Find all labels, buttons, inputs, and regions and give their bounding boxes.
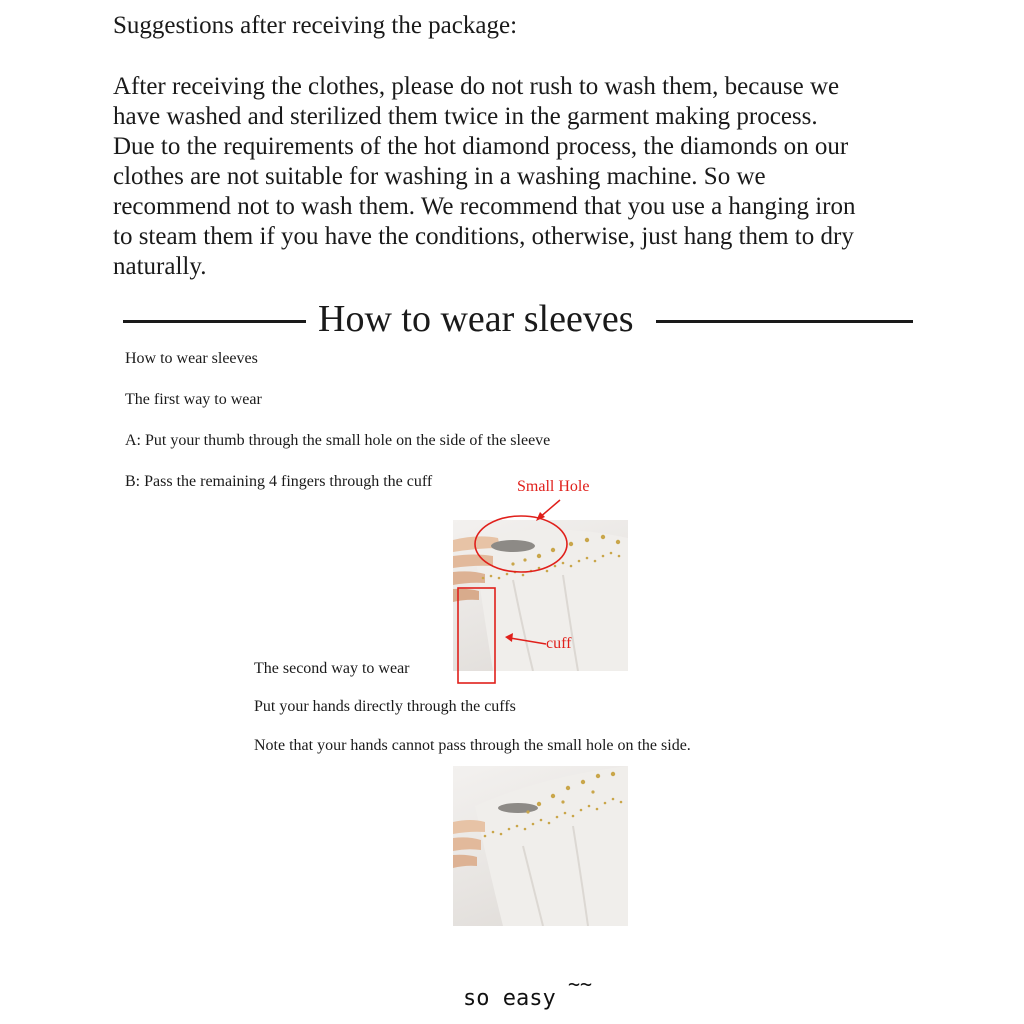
step-a-text: A: Put your thumb through the small hole on the side of the sleeve (125, 432, 551, 449)
footer-tilde: ~~ (568, 972, 593, 996)
care-line: After receiving the clothes, please do not rush to wash them, because we (113, 73, 840, 100)
care-line: naturally. (113, 253, 207, 280)
annotation-overlay (440, 478, 640, 688)
small-hole-label: Small Hole (517, 478, 590, 495)
intro-text: How to wear sleeves (125, 350, 258, 367)
footer-text: so easy (463, 986, 556, 1011)
sleeve-photo-cuff-drawing (453, 766, 628, 926)
care-line: Due to the requirements of the hot diamond process, the diamonds on our (113, 133, 849, 160)
cuff-arrowhead (505, 633, 513, 642)
care-line: clothes are not suitable for washing in a washing machine. So we (113, 163, 766, 190)
cuff-highlight (458, 588, 495, 683)
section-title: How to wear sleeves (318, 298, 634, 340)
second-way-label: The second way to wear (254, 660, 410, 677)
care-line: have washed and sterilized them twice in the garment making process. (113, 103, 818, 130)
care-line: recommend not to wash them. We recommend that you use a hanging iron (113, 193, 856, 220)
step-b-text: B: Pass the remaining 4 fingers through the cuff (125, 473, 433, 490)
title-divider-right (656, 320, 913, 323)
second-way-step-2: Note that your hands cannot pass through the small hole on the side. (254, 737, 691, 754)
cuff-label: cuff (546, 635, 572, 652)
care-heading: Suggestions after receiving the package: (113, 12, 518, 39)
small-hole-highlight (475, 516, 567, 572)
first-way-label: The first way to wear (125, 391, 262, 408)
cuff-arrow (510, 638, 546, 644)
sleeve-photo-cuff (453, 766, 628, 926)
title-divider-left (123, 320, 306, 323)
second-way-step-1: Put your hands directly through the cuffs (254, 698, 516, 715)
care-paragraph (113, 72, 913, 282)
care-line: to steam them if you have the conditions, otherwise, just hang them to dry (113, 223, 854, 250)
